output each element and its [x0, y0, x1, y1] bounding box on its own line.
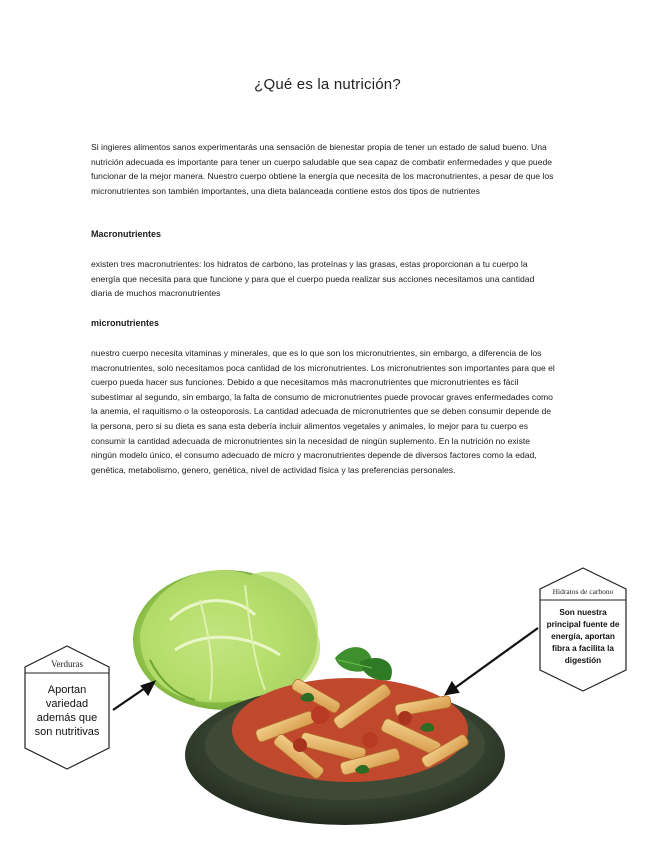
callout-verduras-title: Verduras: [51, 659, 83, 669]
arrow-left: [113, 682, 154, 710]
page-title: ¿Qué es la nutrición?: [254, 76, 401, 93]
micronutrientes-paragraph: nuestro cuerpo necesita vitaminas y minerales, que es lo que son los micronutrientes, sin embargo, a diferencia de los macronutrientes, solo necesitamos poca cantidad de los micronutrientes. Los micronutrientes son importantes para que el cuerpo pueda hacer sus funciones. Debido a que necesitamos más macronutrientes que micronutrientes es fácil subestimar al segundo, sin embargo, la falta de consumo de micronutrientes puede provocar graves enfermedades como la anemia, el raquitismo o la osteoporosis. La cantidad adecuada de micronutrientes que se deben consumir depende de la persona, pero si su dieta es sana esta debería incluir alimentos vegetales y animales, lo mejor para tu cuerpo es consumir la cantidad adecuada de micronutrientes sin la necesidad de ningún suplemento. En la nutrición no existe ningún modelo único, el consumo adecuado de micro y macronutrientes depende de diversos factores como la edad, genética, metabolismo, genero, genética, nivel de actividad física y las preferencias personales.: [91, 348, 555, 475]
callout-hidratos-body: Son nuestra principal fuente de energía, aportan fibra a facilita la digestión: [546, 608, 620, 665]
callout-hidratos-title: Hidratos de carbono: [552, 587, 614, 596]
callout-verduras: [23, 645, 111, 770]
callout-hidratos: [538, 567, 628, 692]
section-heading-macronutrientes: Macronutrientes: [91, 229, 162, 239]
macronutrientes-paragraph: existen tres macronutrientes: los hidratos de carbono, las proteínas y las grasas, estas proporcionan a tu cuerpo la energía que necesita para que funcione y para que el cuerpo pueda realizar sus acciones necesitamos una cantidad diaria de muchos macronutrientes: [91, 259, 535, 299]
callout-verduras-body: Aportan variedad además que son nutritivas: [34, 684, 100, 738]
section-heading-micronutrientes: micronutrientes: [91, 318, 160, 328]
arrow-right: [446, 628, 538, 694]
intro-paragraph: Si ingieres alimentos sanos experimentarás una sensación de bienestar propia de tener un estado de salud bueno. Una nutrición adecuada es importante para tener un cuerpo saludable que sea capaz de combatir enfermedades y que puede funcionar de la mejor manera. Nuestro cuerpo obtiene la energía que necesita de los macronutrientes, a pesar de que los micronutrientes son también importantes, una dieta balanceada contiene estos dos tipos de nutrientes: [91, 142, 554, 196]
